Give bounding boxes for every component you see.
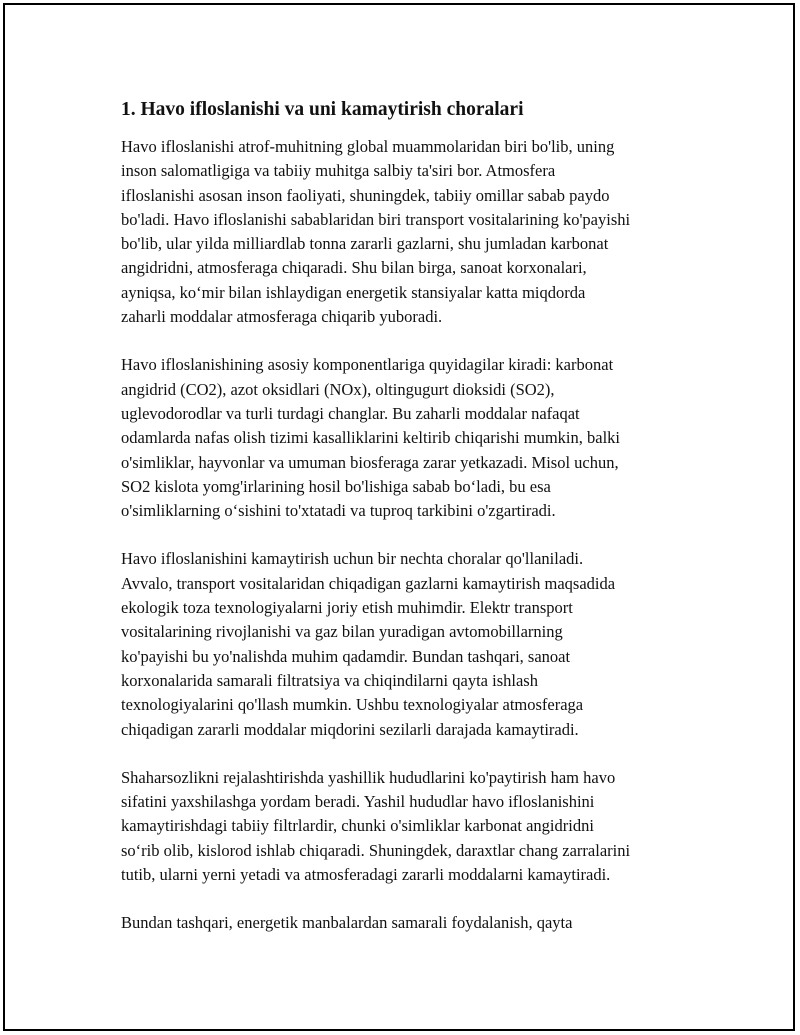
- text-line: uglevodorodlar va turli turdagi changlar. Bu zaharli moddalar nafaqat: [121, 403, 580, 423]
- text-line: inson salomatligiga va tabiiy muhitga salbiy ta'siri bor. Atmosfera: [121, 161, 556, 181]
- text-line: odamlarda nafas olish tizimi kasalliklarini keltirib chiqarishi mumkin, balki: [121, 428, 621, 448]
- text-line: bo'ladi. Havo ifloslanishi sabablaridan biri transport vositalarining ko'payishi: [121, 209, 631, 229]
- paragraph-5: [121, 911, 701, 935]
- text-line: angidridni, atmosferaga chiqaradi. Shu bilan birga, sanoat korxonalari,: [121, 258, 587, 278]
- text-line: tutib, ularni yerni yetadi va atmosferadagi zararli moddalarni kamaytiradi.: [121, 865, 611, 885]
- text-line: ayniqsa, ko‘mir bilan ishlaydigan energetik stansiyalar katta miqdorda: [121, 282, 586, 302]
- text-line: o'simliklarning o‘sishini to'xtatadi va tuproq tarkibini o'zgartiradi.: [121, 501, 556, 521]
- text-line: chiqadigan zararli moddalar miqdorini sezilarli darajada kamaytiradi.: [121, 719, 579, 739]
- paragraph-2: [121, 353, 701, 523]
- text-line: Havo ifloslanishi atrof-muhitning global muammolaridan biri bo'lib, uning: [121, 137, 615, 156]
- text-line: kamaytirishdagi tabiiy filtrlardir, chunki o'simliklar karbonat angidridni: [121, 816, 594, 836]
- text-line: so‘rib olib, kislorod ishlab chiqaradi. Shuningdek, daraxtlar chang zarralarini: [121, 840, 631, 860]
- paragraph-1: [121, 135, 701, 329]
- text-line: texnologiyalarini qo'llash mumkin. Ushbu texnologiyalar atmosferaga: [121, 695, 584, 715]
- text-line: ifloslanishi asosan inson faoliyati, shuningdek, tabiiy omillar sabab paydo: [121, 185, 610, 205]
- text-line: Avvalo, transport vositalaridan chiqadigan gazlarni kamaytirish maqsadida: [121, 573, 616, 593]
- document-title: 1. Havo ifloslanishi va uni kamaytirish choralari: [121, 99, 524, 120]
- paragraph-3: [121, 547, 701, 741]
- text-line: Bundan tashqari, energetik manbalardan samarali foydalanish, qayta: [121, 913, 573, 933]
- text-line: Havo ifloslanishining asosiy komponentlariga quyidagilar kiradi: karbonat: [121, 355, 614, 375]
- text-line: bo'lib, ular yilda milliardlab tonna zararli gazlarni, shu jumladan karbonat: [121, 234, 609, 254]
- text-line: sifatini yaxshilashga yordam beradi. Yashil hududlar havo ifloslanishini: [121, 792, 595, 812]
- paragraph-4: [121, 766, 701, 887]
- text-line: zaharli moddalar atmosferaga chiqarib yuboradi.: [121, 307, 443, 327]
- text-line: Shaharsozlikni rejalashtirishda yashillik hududlarini ko'paytirish ham havo: [121, 767, 616, 787]
- text-line: korxonalarida samarali filtratsiya va chiqindilarni qayta ishlash: [121, 670, 538, 690]
- text-line: SO2 kislota yomg'irlarining hosil bo'lishiga sabab bo‘ladi, bu esa: [121, 476, 551, 496]
- document-page: [3, 3, 795, 1031]
- document-body: [121, 97, 701, 960]
- text-line: vositalarining rivojlanishi va gaz bilan yuradigan avtomobillarning: [121, 622, 563, 642]
- text-line: ko'payishi bu yo'nalishda muhim qadamdir. Bundan tashqari, sanoat: [121, 646, 571, 666]
- text-line: ekologik toza texnologiyalarni joriy etish muhimdir. Elektr transport: [121, 598, 573, 618]
- text-line: Havo ifloslanishini kamaytirish uchun bir nechta choralar qo'llaniladi.: [121, 549, 584, 569]
- text-line: angidrid (CO2), azot oksidlari (NOx), oltingugurt dioksidi (SO2),: [121, 379, 555, 399]
- text-line: o'simliklar, hayvonlar va umuman biosferaga zarar yetkazadi. Misol uchun,: [121, 452, 619, 472]
